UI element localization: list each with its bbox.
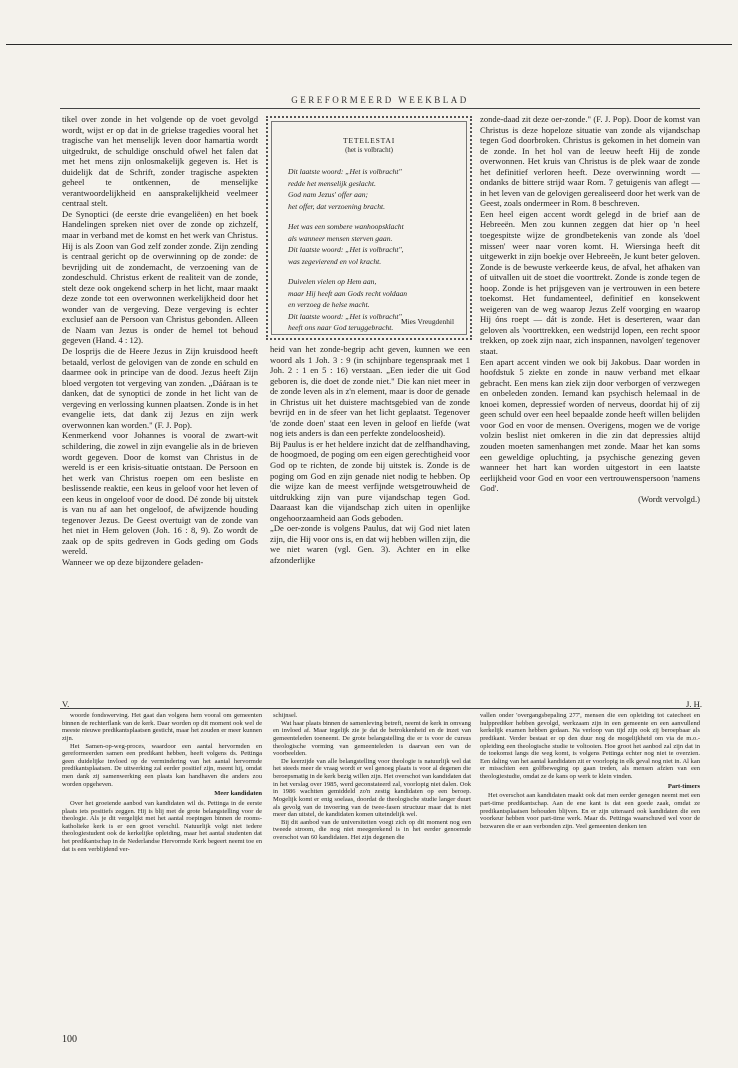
poem-line: was zegevierend en vol kracht. xyxy=(288,256,382,266)
subheading: Part-timers xyxy=(667,782,700,790)
article-column-2 xyxy=(270,344,470,696)
poem-frame xyxy=(271,121,467,335)
paragraph: Wanneer we op deze bijzondere geladen- xyxy=(62,556,204,567)
paragraph: vallen onder 'overgangsbepaling 277', mensen die een opleiding tot catecheet en hulpprediker hebben gevolgd, werkzaam zijn in een gemeente en een aanvullend kerkelijk examen hebben gedaan. Na verloop van tijd zijn ook zij beroepbaar als predikant. Verder bestaat er op den duur nog de mogelijkheid om via de m.o.-opleiding een theologische studie te voltooien. Hoe groot het aanbod zal zijn dat in de toekomst langs die weg komt, is volgens Pettinga echter nog niet te overzien. Een daling van het aantal kandidaten zit er voorlopig in elk geval nog niet in. Al kan er misschien een golfbeweging op gaan treden, als mensen afzien van een theologiestudie, omdat ze de kans op werk te klein vinden. xyxy=(480,712,700,780)
paragraph: schijnsel. xyxy=(273,712,298,719)
article-column-1 xyxy=(62,114,258,690)
poem-author: Mies Vreugdenhil xyxy=(401,317,454,326)
poem-line: Dit laatste woord: „Het is volbracht", xyxy=(288,245,404,254)
continuation-note: (Wordt vervolgd.) xyxy=(638,493,700,504)
paragraph: Het Samen-op-weg-proces, waardoor een aantal hervormden en gereformeerden samen een predikant hebben, heeft volgens ds. Pettinga geen duidelijke invloed op de vermindering van het aantal hervormde predikantsplaatsen. De uitwerking zal eerder positief zijn, meent hij, omdat men dank zij samenwerking een plaats kan handhaven die anders zou worden opgeheven. xyxy=(62,742,262,788)
paragraph: Bij Paulus is er het heldere inzicht dat de zelfhandhaving, de hoogmoed, de poging om een eigen gerechtigheid voor God op te richten, de zonde bij uitstek is. Zonde is de poging om God en zijn genade niet nodig te hebben. Op die wijze kan de meest verfijnde wetsgetrouwheid de uitdrukking zijn van pure vijandschap tegen God. Daaraast kan die vijandschap zich uiten in openlijke ongehoorzaamheid aan Gods geboden. xyxy=(270,438,470,523)
poem-title: TETELESTAI xyxy=(342,136,396,145)
paragraph: Het overschot aan kandidaten maakt ook dat men eerder genegen neemt met een part-time predikantschap. Aan de ene kant is dat een goede zaak, omdat ze predikantsplaatsen behouden blijven. En er zijn uiteraard ook kandidaten die een voorkeur hebben voor part-time werk. Maar ds. Pettinga waarschuwd wel voor de bezwaren die er aan verbonden zijn. Veel gemeenten denken ten xyxy=(480,792,700,830)
paragraph: Kenmerkend voor Johannes is vooral de zwart-wit schildering, die zowel in zijn evangelie als in de brieven wordt gegeven. Door de komst van Christus in de wereld is er een krisis-situatie ontstaan. De Persoon en het werk van Christus roepen om een besliste en beslissende reaktie, een keus in geloof voor het leven of een keus in ongeloof voor de dood. Dé zonde bij uitstek is van nu af aan het ongeloof, de afwijzende houding tegenover Jezus. De Geest overtuigt van de zonde van het niet in Hem geloven (Joh. 16 : 8, 9). Zo wordt de zaak op de spits gedreven in Gods geding om Gods wereld. xyxy=(62,430,258,557)
poem-line: Duivelen vielen op Hem aan, xyxy=(288,277,377,286)
top-rule xyxy=(6,44,732,45)
paragraph: woorde fondswerving. Het gaat dan volgens hem vooral om gemeenten binnen de rechterflank van de kerk. Daar worden op dit moment ook wel de meeste nieuwe predikantsplaatsen gesticht, maar het zouden er meer kunnen zijn. xyxy=(62,712,262,742)
signoff-left: V. xyxy=(62,699,70,709)
paragraph: tikel over zonde in het volgende op de voet gevolgd wordt, wijst er op dat in de griekse tragedies vooral het tragische van het menselijk leven door hamartia wordt uitgedrukt, de schuldige onschuld ofwel het falen dat met het mens zijn onlosmakelijk gegeven is. Het is duidelijk dat de Schrift, zonder tragische aspekten geheel te ontkennen, de menselijke verantwoordelijkheid en aansprakelijkheid veelmeer centraal stelt. xyxy=(62,114,258,209)
poem-line: maar Hij heeft aan Gods recht voldaan xyxy=(288,288,408,298)
news-column-2 xyxy=(273,712,471,1028)
paragraph: heid van het zonde-begrip acht geven, kunnen we een woord als 1 Joh. 3 : 9 (in schijnbare tegenspraak met 1 Joh. 2 : 1 en 5 : 16) verstaan. „Een ieder die uit God geboren is, die doet de zonde niet." Die kan niet meer in de zonde leven als in z'n element, maar is door de genade in Christus uit het duistere machtsgebied van de zonde bevrijd en in de sfeer van het licht geplaatst. Tegenover 'de zonde doen' staat een leven in geloof en liefde (wat nog iets anders is dan een perfekte zondeloosheid). xyxy=(270,344,470,439)
header-rule xyxy=(60,108,700,109)
paragraph: De losprijs die de Heere Jezus in Zijn kruisdood heeft betaald, verlost de gelovigen van de zonde en schuld en daarmee ook in principe van de dood. Jezus heeft Zijn bloed vergoten tot vergeving van zonden. „Dááraan is te danken, dat de synoptici de zonde in het licht van de vergeving en verlossing kunnen plaatsen. Zonde is in het evangelie iets, dat dank zij Jezus en zijn werk overwonnen kan worden." (F. J. Pop). xyxy=(62,346,258,430)
poem-box xyxy=(266,116,472,340)
poem-line: heeft ons naar God teruggebracht. xyxy=(288,323,394,332)
paragraph: Over het groeiende aanbod van kandidaten wil ds. Pettinga in de eerste plaats iets positiefs zeggen. Hij is blij met de grote belangstelling voor de theologie. Als je dit vergelijkt met het aantal roepingen binnen de rooms-katholieke kerk is er een groot verschil. Natuurlijk volgt niet iedere theologiestudent ook de kerkelijke opleiding, maar het aantal studenten dat het predikantschap in de Nederlandse Hervormde Kerk begeert neemt toe en dat is een verblijdend ver- xyxy=(62,799,262,853)
paragraph: Bij dit aanbod van de universiteiten voegt zich op dit moment nog een tweede stroom, die nog niet meegerekend is in het eerder genoemde overschot van 60 kandidaten. Het zijn degenen die xyxy=(273,818,471,841)
poem-line: redde het menselijk geslacht. xyxy=(288,178,376,188)
poem-line: Dit laatste woord: „Het is volbracht" xyxy=(288,167,402,176)
poem-line: God nam Jezus' offer aan; xyxy=(288,190,369,199)
poem-subtitle: (het is volbracht) xyxy=(345,146,393,154)
poem-line: Dit laatste woord: „Het is volbracht" xyxy=(288,311,402,321)
running-header: GEREFORMEERD WEEKBLAD xyxy=(291,95,469,105)
poem-line: het offer, dat verzoening bracht. xyxy=(288,201,386,211)
poem-line: en verzoeg de helse macht. xyxy=(288,300,370,309)
page-number: 100 xyxy=(62,1034,77,1045)
paragraph: zonde-daad zit deze oer-zonde." (F. J. Pop). Door de komst van Christus is deze hopeloze situatie van zonde als vijandschap tegen God doorbroken. Christus is gekomen in het domein van de zonde. In het hol van de leeuw heeft Hij de zonde overwonnen. Het kruis van Christus is de plek waar de zonde het definitief verloren heeft. Deze overwinning wordt — ondanks de bittere strijd waar Rom. 7 getuigenis van aflegt — in het leven van de gelovigen gerealiseerd door het werk van de Geest, zoals ondermeer in Rom. 8 beschreven. xyxy=(480,114,700,209)
stanza xyxy=(288,166,456,212)
section-rule xyxy=(60,708,700,709)
poem-line: als wanneer mensen sterven gaan. xyxy=(288,233,393,243)
paragraph: Een apart accent vinden we ook bij Jakobus. Daar worden in hoofdstuk 5 ziekte en zonde in nauw verband met elkaar gebracht. Een mens kan ziek zijn door verborgen of verzwegen en onbeleden zonden. Iemand kan psychisch helemaal in de knoei komen, depressief worden of nerveus, doordat hij of zij geen schuld over een heel bepaalde zonde heeft willen belijden voor God en voor de mensen. Overigens, mogen we de vorige volzin beslist niet omkeren in die zin dat depressies altijd zouden moeten samenhangen met zonde. Maar het kan soms een geweldige opluchting, ja psychische genezing geven wanneer het hart kan worden uitgestort in een laatste eerlijkheid voor God en voor een vertrouwenspersoon 'namens God'. xyxy=(480,356,700,494)
paragraph: Wat haar plaats binnen de samenleving betreft, neemt de kerk in omvang en invloed af. Maar tegelijk zie je dat de betrokkenheid en de inzet van gemeenteleden toeneemt. De grote belangstelling die er is voor de cursus theologische vorming van gemeenteleden is daarvan een van de voorbeelden. xyxy=(273,719,471,758)
article-column-3 xyxy=(480,114,700,696)
news-column-3 xyxy=(480,712,700,1028)
signoff-right: J. H. xyxy=(686,699,702,709)
subheading: Meer kandidaten xyxy=(214,790,262,798)
news-column-1 xyxy=(62,712,262,1028)
paragraph: De Synoptici (de eerste drie evangeliëen) en het boek Handelingen spreken niet over de zonde op zichzelf, maar in verband met de komst en het werk van Christus. Hij is als Zoon van God zelf zonder zonde. Zijn zending is centraal gericht op de overwinning op de zonde: de bevrijding uit de zondemacht, de verzoening van de zondeschuld. Christus erkent de realiteit van de zonde, stelt deze ook ongekend scherp in het licht, maar maakt deze zonde tot een overwonnen werkelijkheid door het wonder van de vergeving. Deze vergeving is echter exclusief aan de Persoon van Christus gebonden. Alleen de Naam van Jezus is onder de hemel tot behoud gegeven (Hand. 4 : 12). xyxy=(62,208,258,346)
paragraph: Een heel eigen accent wordt gelegd in de brief aan de Hebreeën. Men zou kunnen zeggen dat hier op 'n heel toegespitste wijze de grondbetekenis van zonde als 'doel missen' weer naar voren komt. H. Wiersinga heeft dit uitgewerkt in zijn boekje over Hebreeën, Je kunt beter geloven. Zonde is de bewuste verkeerde keus, de afval, het afhaken van of uitvallen uit de stoet die voorttrekt. Zonde is zonde tegen de hoop. Zonde is het prijsgeven van je vertrouwen in een betere toekomst. Het fundamenteel, definitief en konsekwent weigeren van de weg waarop Jezus Zelf voorging en waarop Hij óns roept — dát is zonde. Het is deserteren, waar dan geloven als 'voorttrekken, een wedstrijd lopen, een recht spoor trekken, op zoek zijn naar, zich inspannen, navolgen' tegenover staat. xyxy=(480,208,700,357)
paragraph: De keerzijde van alle belangstelling voor theologie is natuurlijk wel dat het steeds meer de vraag wordt er wel genoeg plaats is voor al degenen die beroepsmatig in de kerk bezig willen zijn. Het overschot van kandidaten dat in het verslag over 1985, werd geconstateerd zal, voorlopig niet dalen. Ook in 1986 wachtten gemiddeld zo'n zestig kandidaten op een beroep. Mogelijk komt er enig soelaas, doordat de theologische studie langer duurt als gevolg van de invoering van de twee-fasen structuur maar dat is niet meer dan uitstel, de kandidaten komen uiteindelijk wel. xyxy=(273,757,471,819)
poem-line: Het was een sombere wanhoopsklacht xyxy=(288,222,404,231)
stanza xyxy=(288,221,456,267)
paragraph: „De oer-zonde is volgens Paulus, dat wij God niet laten zijn, die Hij voor ons is, en dat wij hebben willen zijn, die we niet waren (vgl. Gen. 3). Achter en in elke afzonderlijke xyxy=(270,523,470,565)
